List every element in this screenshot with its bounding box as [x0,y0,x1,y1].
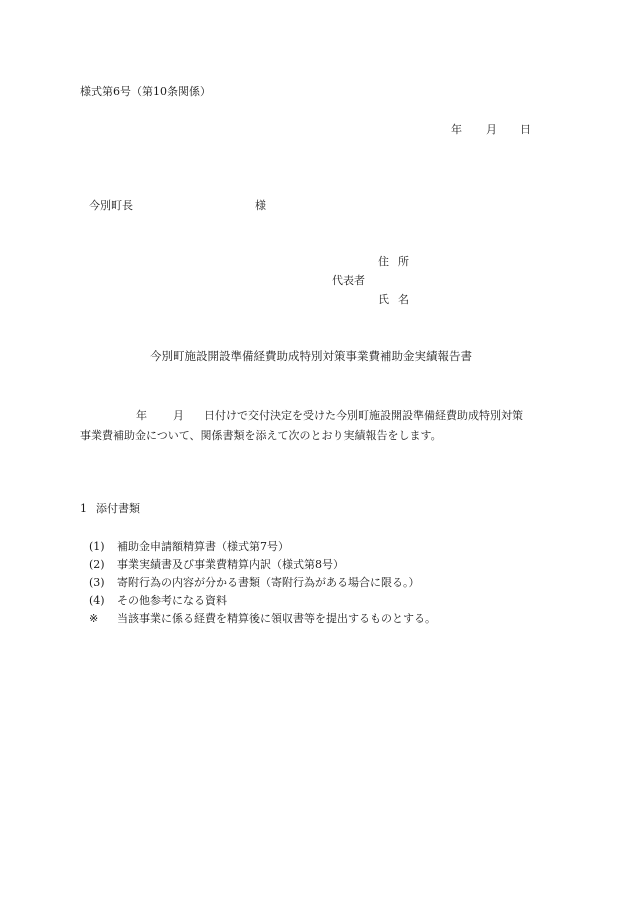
section-number: 1 [80,502,87,515]
body-line-1-text: 日付けで交付決定を受けた今別町施設開設準備経費助成特別対策 [204,409,523,422]
note-text: 当該事業に係る経費を精算後に領収書等を提出するものとする。 [117,612,436,625]
addressee-honorific: 様 [255,199,266,212]
item-marker: (1) [89,540,105,553]
body-year-label: 年 [136,409,147,422]
list-item [89,574,436,592]
attachment-list [89,538,436,628]
date-day-label: 日 [520,123,531,136]
item-marker: (3) [89,576,105,589]
section-title: 添付書類 [96,502,140,515]
addressee-name: 今別町長 [89,199,133,212]
section-heading [80,503,140,514]
item-text: 補助金申請額精算書（様式第7号） [117,540,289,553]
list-item [89,610,436,628]
document-title: 今別町施設開設準備経費助成特別対策事業費補助金実績報告書 [150,349,472,363]
item-marker: (2) [89,558,105,571]
name-label: 氏名 [378,293,418,306]
item-text: 事業実績書及び事業費精算内訳（様式第8号） [117,558,344,571]
date-year-label: 年 [451,123,462,136]
body-paragraph [80,406,580,446]
representative-label: 代表者 [332,274,365,287]
list-item [89,538,436,556]
form-number: 様式第6号（第10条関係） [80,85,211,98]
item-text: その他参考になる資料 [117,594,227,607]
address-label: 住所 [378,255,418,268]
body-line-1 [80,406,580,426]
list-item [89,592,436,610]
body-line-2: 事業費補助金について、関係書類を添えて次のとおり実績報告をします。 [80,429,442,442]
item-marker: (4) [89,594,105,607]
date-month-label: 月 [486,123,497,136]
item-text: 寄附行為の内容が分かる書類（寄附行為がある場合に限る。） [117,576,420,589]
list-item [89,556,436,574]
body-month-label: 月 [173,409,184,422]
note-marker: ※ [89,612,99,625]
